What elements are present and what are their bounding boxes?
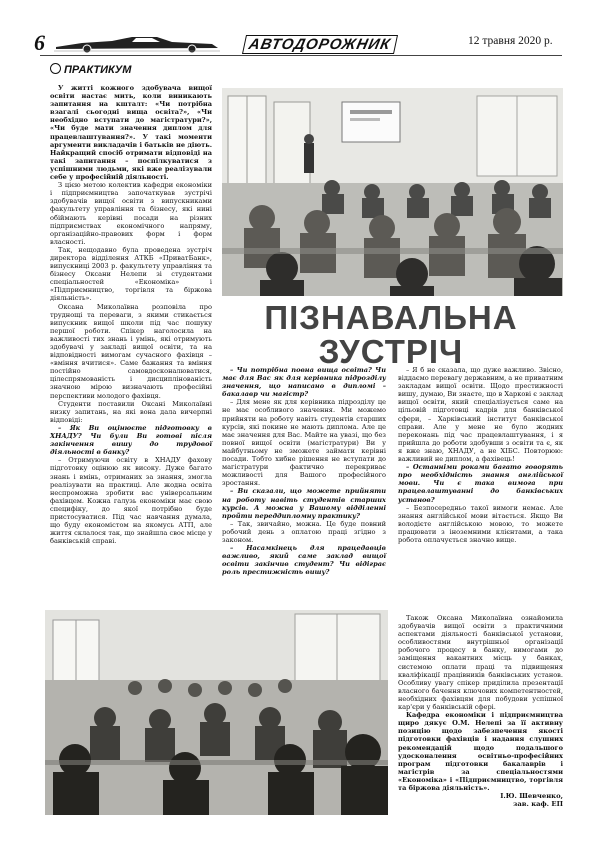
article-paragraph: – Для мене як для керівника підрозділу це не має особливого значення. Ми можемо прийняти на роботу навіть студентів старших курсів, які покине не мають диплома. Але це має значення для Вас. Майте на увазі, що без повної вищої освіти (магістратури) Ви у майбутньому не зможете займати керівні посади. Тобто хибне рішення не вступати до магістратури фактично перекриває можливості для Вашого професійного зростання. xyxy=(222,398,386,488)
author-title: зав. каф. ЕП xyxy=(513,800,563,809)
bullet-circle-icon xyxy=(50,63,61,74)
newspaper-masthead: АВТОДОРОЖНИК xyxy=(242,35,398,54)
section-title xyxy=(50,63,131,76)
article-column-3 xyxy=(398,366,563,544)
article-column-1 xyxy=(50,84,212,545)
author-name: І.Ю. Шевченко, xyxy=(500,792,563,801)
article-paragraph: – Я б не сказала, що дуже важливо. Звісно, віддаємо перевагу державним, а не приватним закладам вищої освіти. Щодо престижності вишу, думаю, Ви знаєте, що в Харкові є заклад вищої освіти, який спеціалізується саме на цільовій підготовці кадрів для банківської сфери, – Харківський інститут банківської справи. Але у мене не було жодних переконань під час працевлаштування, і я прийшла до роботи здобувши з освіти та є, як я вже знаю, ХНАДУ, а не ХІБС. Повторюю: важливий не диплом, а фахівець! xyxy=(398,366,563,464)
article-paragraph: – Отримуючи освіту в ХНАДУ фахову підготовку оцінюю як високу. Дуже багато знань і вмінь, отриманих за знання, змогла реалізувати на практиці. Але жодна освіта неспроможна зробити вас універсальним фахівцем. Кожна галузь економіки має свою специфіку, до якої потрібно буде пристосуватися. Під час навчання думала, що буду економістом на якомусь АТП, але життя склалося так, що знайшла своє місце у банківській справі. xyxy=(50,456,212,546)
article-paragraph: Так, нещодавно була проведена зустріч директора відділення АТКБ «ПриватБанк», випускниці 2003 р. факультету управління та бізнесу Оксани Нелепи зі студентами спеціальностей «Економіка» і «Підприємництво, торгівля та біржова діяльність». xyxy=(50,245,212,303)
classroom-photo-students xyxy=(45,610,388,815)
racing-car-icon xyxy=(52,33,222,53)
article-paragraph: Кафедра економіки і підприємництва щиро дякує О.М. Нелепі за її активну позицію щодо забезпечення якості підготовки фахівців і надання слушних рекомендацій щодо подальшого удосконалення освітньо-професійних програм підготовки бакалаврів і магістрів за спеціальностями «Економіка» і «Підприємництво, торгівля та біржова діяльність». xyxy=(398,711,563,792)
classroom-photo-presentation xyxy=(222,88,563,296)
article-paragraph: – Як Ви оцінюєте підготовку в ХНАДУ? Чи були Ви готові після закінчення вишу до трудової діяльності в банку? xyxy=(50,423,212,457)
article-paragraph: Студенти поставили Оксані Миколаївні низку запитань, на які вона дала вичерпні відповіді: xyxy=(50,399,212,424)
article-paragraph: – Безпосередньо такої вимоги немає. Але знання англійської мови вітається. Якщо Ви володієте англійською мовою, то можете працювати з іноземними клієнтами, а така робота оплачується значно вище. xyxy=(398,503,563,544)
author-signature xyxy=(398,792,563,809)
article-paragraph: Також Оксана Миколаївна ознайомила здобувачів вищої освіти з практичними аспектами діяльності банківської установи, особливостями внутрішньої організації робочого процесу в банку, вимогами до заміщення вакантних місць у банках, системою оплати праці та підвищення кваліфікації працівників банківських установ. Особливу увагу спікер приділила презентації власного бачення ключових компетентностей, необхідних фахівцям для побудови успішної кар'єри у банківській сфері. xyxy=(398,614,563,712)
article-column-4 xyxy=(398,614,563,809)
article-paragraph: З цією метою колектив кафедри економіки і підприємництва започаткував зустрічі здобувачів вищої освіти з випускниками факультету управління та бізнесу, які нині обіймають керівні посади на різних підприємствах економічного напряму, організаційно-правових форм і форм власності. xyxy=(50,181,212,246)
issue-date: 12 травня 2020 р. xyxy=(468,35,553,47)
article-paragraph: – Останніми роками багато говорять про необхідність знання англійської мови. Чи є така вимога при працевлаштуванні до банківських установ? xyxy=(398,463,563,504)
article-paragraph: – Насамкінець для працедавців важливо, який саме заклад вищої освіти закінчив студент? Чи відіграє роль престижність вишу? xyxy=(222,544,386,577)
section-label: ПРАКТИКУМ xyxy=(64,64,132,76)
article-paragraph: – Ви сказали, що можете прийняти на роботу навіть студентів старших курсів. А можна у Вашому відділенні пройти переддипломну практику? xyxy=(222,487,386,520)
article-paragraph: Оксана Миколаївна розповіла про труднощі та переваги, з якими стикається випускник вищої школи під час пошуку першої роботи. Спікер наголосила на важливості тих знань і умінь, які отримують здобувачі у закладі вищої освіти, та на відповідності вимогам сучасного фахівця – «вміння вчитися». Саме бажання та вміння постійно самовдосконалюватися, цілеспрямованість і дисциплінованість значною мірою визначають професійні перспективи молодого фахівця. xyxy=(50,302,212,400)
header-divider xyxy=(40,55,562,56)
article-paragraph: У житті кожного здобувача вищої освіти настає мить, коли виникають запитання на кшталт: «Чи потрібна взагалі сьогодні вища освіта?», «Чи необхідно вступати до магістратури?», «Чи буде мати значення диплом для працевлаштування?». У такі моменти аргументи викладачів і батьків не діють. Найкращий спосіб отримати відповіді на такі запитання – поспілкуватися з успішними людьми, які вже реалізували себе у професійній діяльності. xyxy=(50,84,212,182)
headline-line-2: ЗУСТРІЧ xyxy=(318,333,464,370)
column-4-body xyxy=(398,614,563,792)
article-paragraph: – Чи потрібна повна вища освіта? Чи має для Вас як для керівника підрозділу значення, що написано в дипломі – бакалавр чи магістр? xyxy=(222,366,386,399)
article-paragraph: – Так, звичайно, можна. Це буде повний робочий день з оплатою праці згідно з законом. xyxy=(222,519,386,544)
headline-line-1: ПІЗНАВАЛЬНА xyxy=(264,299,518,336)
article-column-2 xyxy=(222,366,386,576)
page-number: 6 xyxy=(34,30,45,55)
article-headline xyxy=(222,301,560,369)
